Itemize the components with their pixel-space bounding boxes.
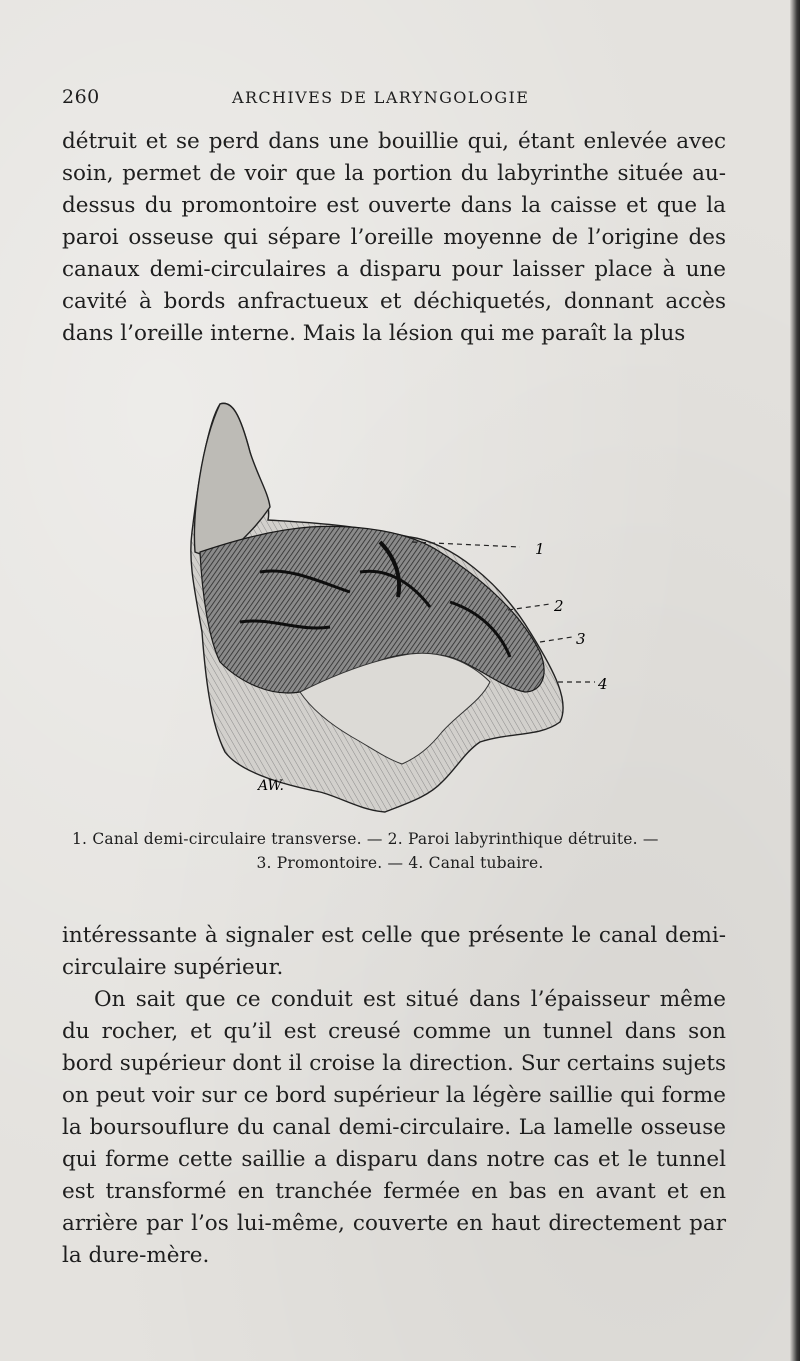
anatomical-figure: [180, 392, 620, 822]
paragraph-continuation-2: intéressante à signaler est celle que présente le canal demi-circulaire supérieur.: [62, 923, 726, 980]
page-edge-shadow: [790, 0, 800, 1361]
paragraph-continuation: détruit et se perd dans une bouillie qui, étant enlevée avec soin, permet de voir que la portion du labyrinthe située au-dessus du promontoire est ouverte dans la caisse et que la paroi osseuse qui sépare l’oreille moyenne de l’origine des canaux demi-circulaires a disparu pour laisser place à une cavité à bords anfractueux et déchiquetés, donnant accès dans l’oreille interne. Mais la lésion qui me paraît la plus: [62, 129, 726, 346]
figure-label-1: 1: [535, 540, 545, 558]
figure-label-2: 2: [554, 597, 564, 615]
paragraph-tunnel: On sait que ce conduit est situé dans l’épaisseur même du rocher, et qu’il est creusé comme un tunnel dans son bord supérieur dont il croise la direction. Sur certains sujets on peut voir sur ce bord supérieur la légère saillie qui forme la boursouflure du canal demi-circulaire. La lamelle osseuse qui forme cette saillie a disparu dans notre cas et le tunnel est transformé en tranchée fermée en bas en avant et en arrière par l’os lui-même, couverte en haut directement par la dure-mère.: [62, 987, 726, 1268]
engraver-signature: AW.: [258, 778, 284, 794]
temporal-bone-illustration: [180, 392, 620, 822]
body-text-bottom: [62, 920, 726, 1272]
page-number: 260: [62, 86, 100, 108]
caption-line-2: 3. Promontoire. — 4. Canal tubaire.: [256, 854, 544, 872]
running-title: ARCHIVES DE LARYNGOLOGIE: [232, 88, 530, 107]
caption-line-1: 1. Canal demi-circulaire transverse. — 2. Paroi labyrinthique détruite. —: [72, 830, 659, 848]
body-text-top: [62, 126, 726, 350]
figure-caption: [72, 827, 728, 875]
figure-label-3: 3: [576, 630, 586, 648]
running-head: [62, 86, 722, 112]
figure-label-4: 4: [598, 675, 608, 693]
